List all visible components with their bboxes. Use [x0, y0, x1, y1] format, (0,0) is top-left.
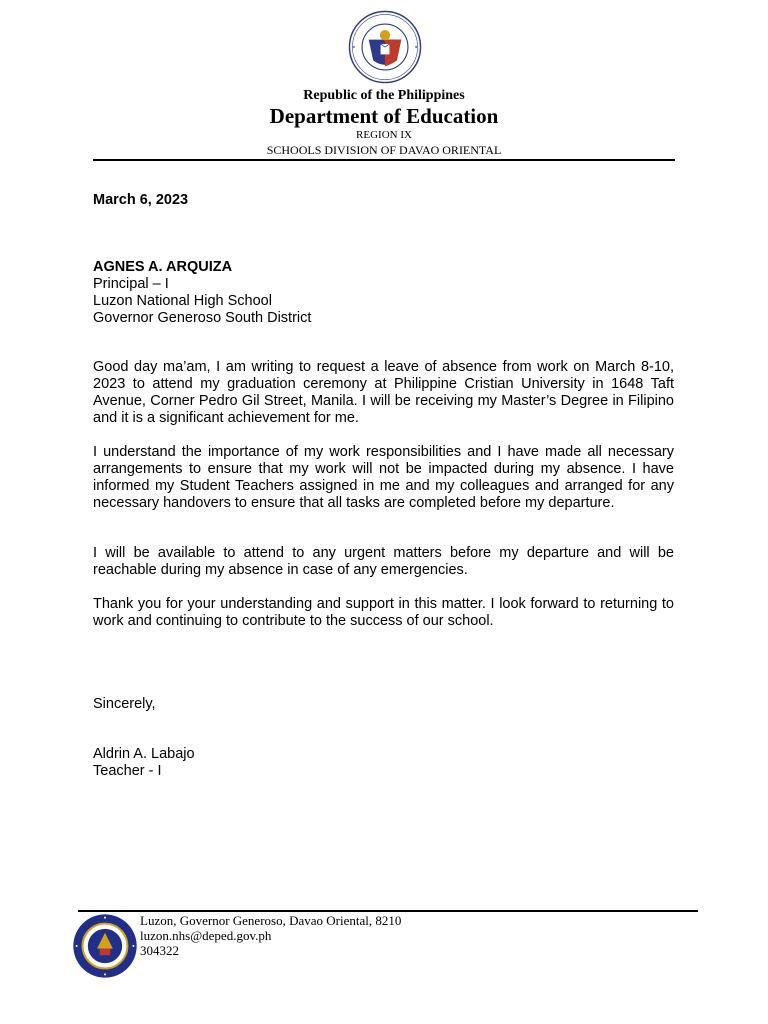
footer-address: Luzon, Governor Generoso, Davao Oriental, 8210 [140, 913, 402, 928]
deped-seal-logo [348, 10, 422, 84]
recipient-school: Luzon National High School [93, 293, 272, 309]
recipient-block [93, 259, 311, 327]
republic-heading: Republic of the Philippines [303, 88, 465, 103]
signature-block [93, 746, 195, 780]
body-paragraph-4: Thank you for your understanding and support in this matter. I look forward to returning to work and continuing to contribute to the success of our school. [93, 596, 674, 629]
closing-salutation: Sincerely, [93, 696, 156, 712]
school-logo [72, 913, 138, 979]
footer-email: luzon.nhs@deped.gov.ph [140, 928, 272, 943]
signatory-name: Aldrin A. Labajo [93, 746, 195, 762]
footer-contact [140, 913, 401, 958]
recipient-name: AGNES A. ARQUIZA [93, 259, 233, 275]
footer-divider [78, 910, 698, 912]
footer-school-id: 304322 [140, 943, 179, 958]
body-paragraph-1: Good day ma’am, I am writing to request a leave of absence from work on March 8-10, 2023 to attend my graduation ceremony at Philippine Cristian University in 1648 Taft Avenue, Corner Pedro Gil Street, Manila. I will be receiving my Master’s Degree in Filipino and it is a significant achievement for me. [93, 359, 674, 426]
header-divider [93, 159, 675, 161]
recipient-district: Governor Generoso South District [93, 310, 312, 326]
body-paragraph-2: I understand the importance of my work responsibilities and I have made all necessary arrangements to ensure that my work will not be impacted during my absence. I have informed my Student Teachers assigned in me and my colleagues and arranged for any necessary handovers to ensure that all tasks are completed before my departure. [93, 444, 674, 511]
signatory-position: Teacher - I [93, 763, 162, 779]
recipient-position: Principal – I [93, 276, 169, 292]
body-paragraph-3: I will be available to attend to any urgent matters before my departure and will be reachable during my absence in case of any emergencies. [93, 545, 674, 578]
letter-date: March 6, 2023 [93, 192, 189, 208]
division-heading: SCHOOLS DIVISION OF DAVAO ORIENTAL [266, 143, 502, 157]
region-heading: REGION IX [356, 129, 412, 141]
department-heading: Department of Education [269, 104, 499, 128]
